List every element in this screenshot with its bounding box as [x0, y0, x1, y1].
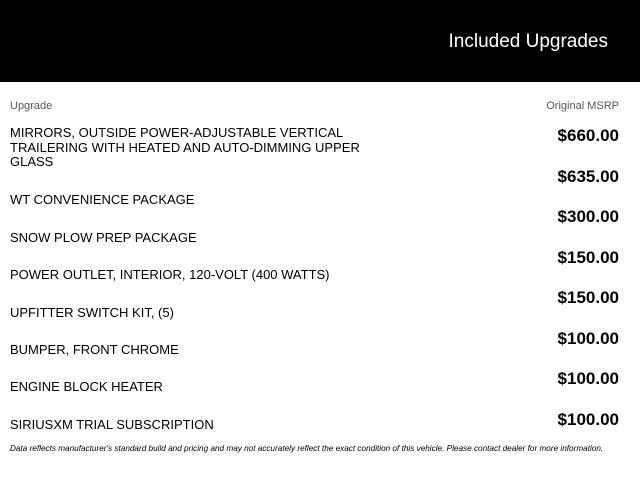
upgrade-price: $635.00 — [557, 167, 619, 186]
upgrade-column-header: Upgrade — [10, 100, 53, 112]
upgrade-name: POWER OUTLET, INTERIOR, 120-VOLT (400 WATTS) — [10, 267, 330, 282]
upgrade-name: WT CONVENIENCE PACKAGE — [10, 192, 195, 207]
upgrade-name: MIRRORS, OUTSIDE POWER-ADJUSTABLE VERTICAL TRAILERING WITH HEATED AND AUTO-DIMMING UPPER GLASS — [10, 125, 360, 169]
upgrade-price: $300.00 — [557, 207, 619, 226]
disclaimer-text: Data reflects manufacturer's standard build and pricing and may not accurately reflect the exact condition of this vehicle. Please contact dealer for more information. — [10, 444, 604, 453]
upgrade-price: $150.00 — [557, 288, 619, 307]
upgrade-name: BUMPER, FRONT CHROME — [10, 342, 179, 357]
upgrade-name: ENGINE BLOCK HEATER — [10, 379, 163, 394]
msrp-column-header: Original MSRP — [546, 100, 619, 112]
upgrade-price: $660.00 — [557, 126, 619, 145]
page-title: Included Upgrades — [448, 31, 608, 52]
upgrade-price: $100.00 — [557, 410, 619, 429]
header-bar — [0, 0, 640, 82]
upgrade-price: $100.00 — [557, 369, 619, 388]
upgrade-price: $100.00 — [557, 329, 619, 348]
upgrade-name: SNOW PLOW PREP PACKAGE — [10, 230, 197, 245]
upgrade-name: SIRIUSXM TRIAL SUBSCRIPTION — [10, 417, 214, 432]
upgrade-name: UPFITTER SWITCH KIT, (5) — [10, 305, 174, 320]
upgrade-price: $150.00 — [557, 248, 619, 267]
